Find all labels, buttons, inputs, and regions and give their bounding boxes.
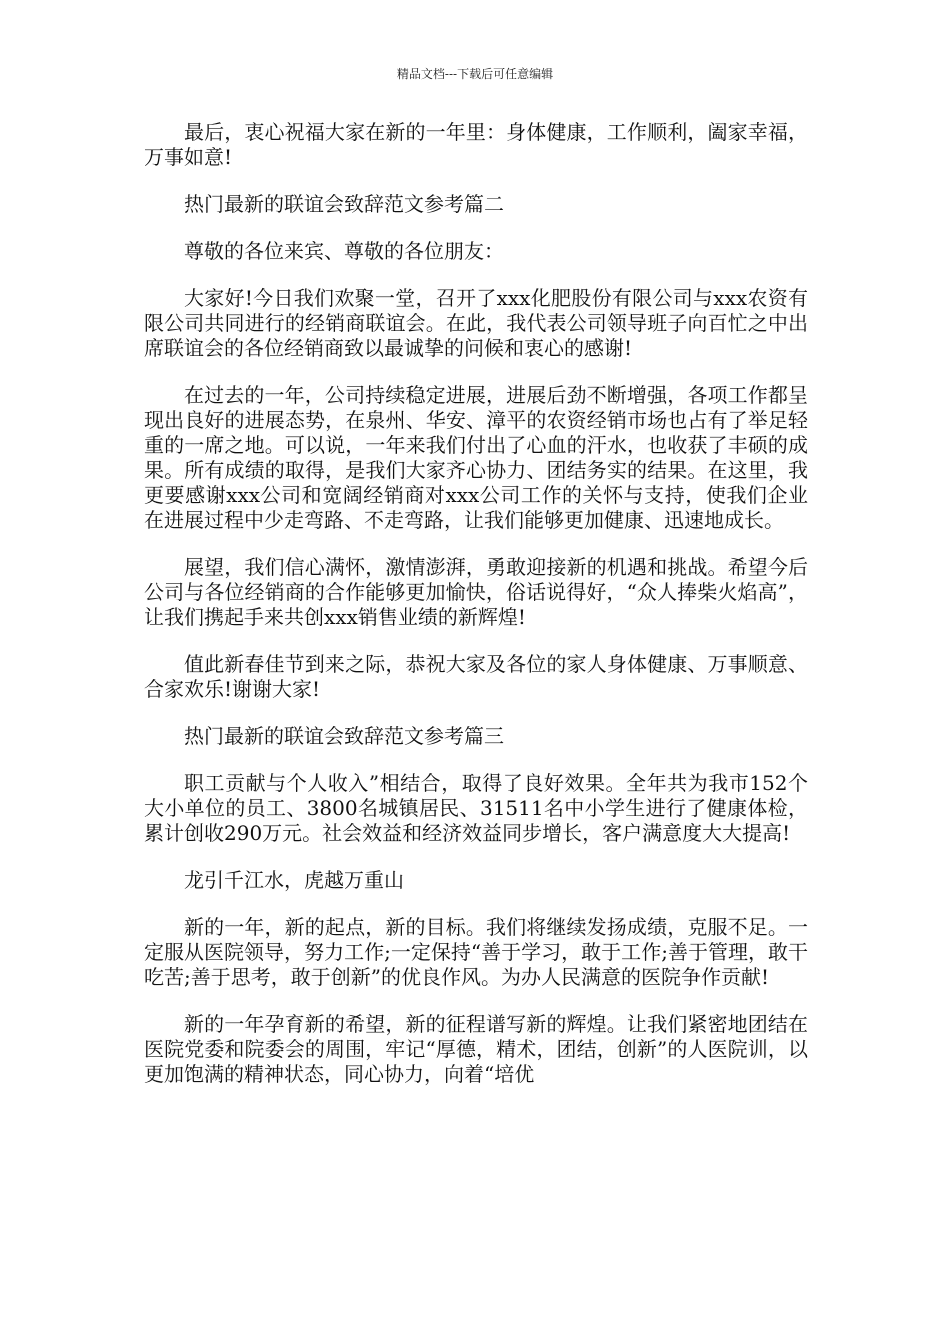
page-header: 精品文档---下载后可任意编辑 xyxy=(396,67,554,81)
document-body xyxy=(144,120,808,1109)
paragraph-new-hope: 新的一年孕育新的希望，新的征程谱写新的辉煌。让我们紧密地团结在医院党委和院委会的周围，牢记“厚德，精术，团结，创新”的人医院训，以更加饱满的精神状态，同心协力，向着“培优 xyxy=(144,1012,808,1086)
paragraph-new-year-wishes: 值此新春佳节到来之际，恭祝大家及各位的家人身体健康、万事顺意、合家欢乐!谢谢大家! xyxy=(144,652,808,701)
paragraph-outlook: 展望，我们信心满怀，激情澎湃，勇敢迎接新的机遇和挑战。希望今后公司与各位经销商的合作能够更加愉快，俗话说得好，“众人捧柴火焰高”，让我们携起手来共创xxx销售业绩的新辉煌! xyxy=(144,555,808,629)
paragraph-slogan: 龙引千江水，虎越万重山 xyxy=(184,868,404,892)
paragraph-past-year: 在过去的一年，公司持续稳定进展，进展后劲不断增强，各项工作都呈现出良好的进展态势，在泉州、华安、漳平的农资经销市场也占有了举足轻重的一席之地。可以说，一年来我们付出了心血的汗水，也收获了丰硕的成果。所有成绩的取得，是我们大家齐心协力、团结务实的结果。在这里，我更要感谢xxx公司和宽阔经销商对xxx公司工作的关怀与支持，使我们企业在进展过程中少走弯路、不走弯路，让我们能够更加健康、迅速地成长。 xyxy=(144,383,808,532)
section-heading-part-three: 热门最新的联谊会致辞范文参考篇三 xyxy=(184,724,504,748)
section-heading-part-two: 热门最新的联谊会致辞范文参考篇二 xyxy=(184,192,504,216)
paragraph-achievements: 职工贡献与个人收入”相结合，取得了良好效果。全年共为我市152个大小单位的员工、3800名城镇居民、31511名中小学生进行了健康体检，累计创收290万元。社会效益和经济效益同步增长，客户满意度大大提高! xyxy=(144,771,808,845)
paragraph-blessing: 最后，衷心祝福大家在新的一年里：身体健康，工作顺利，阖家幸福，万事如意! xyxy=(144,120,808,169)
salutation: 尊敬的各位来宾、尊敬的各位朋友： xyxy=(184,239,504,263)
paragraph-greeting: 大家好!今日我们欢聚一堂，召开了xxx化肥股份有限公司与xxx农资有限公司共同进行的经销商联谊会。在此，我代表公司领导班子向百忙之中出席联谊会的各位经销商致以最诚挚的问候和衷心的感谢! xyxy=(144,286,808,360)
paragraph-new-goals: 新的一年，新的起点，新的目标。我们将继续发扬成绩，克服不足。一定服从医院领导，努力工作;一定保持“善于学习，敢于工作;善于管理，敢干吃苦;善于思考，敢于创新”的优良作风。为办人民满意的医院争作贡献! xyxy=(144,915,808,989)
